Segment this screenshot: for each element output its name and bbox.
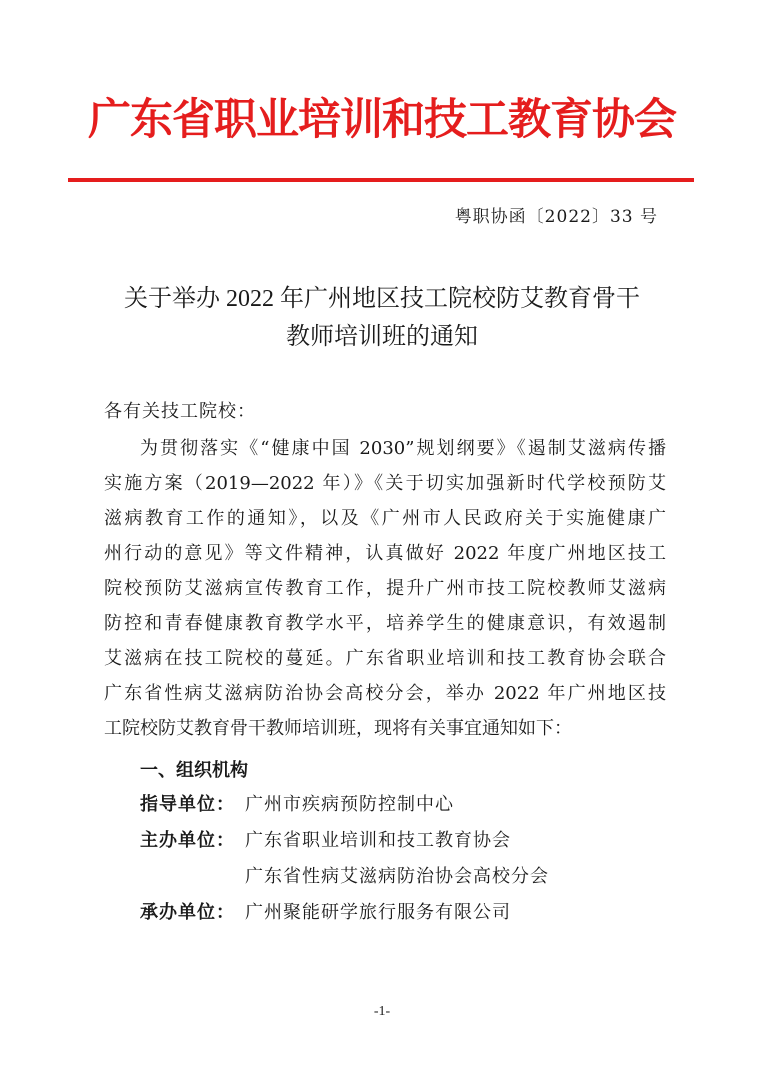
document-title — [100, 280, 664, 356]
host-unit-row — [140, 827, 511, 855]
guide-unit-value: 广州市疾病预防控制中心 — [245, 794, 454, 815]
organizer-unit-label: 承办单位： — [140, 902, 235, 923]
document-number: 粤职协函〔2022〕33 号 — [454, 207, 658, 227]
body-paragraph — [104, 431, 666, 746]
body-line: 院校预防艾滋病宣传教育工作，提升广州市技工院校教师艾滋病 — [104, 578, 666, 599]
letterhead-red-rule — [68, 178, 694, 182]
organizer-unit-row — [140, 899, 511, 927]
body-line: 州行动的意见》等文件精神，认真做好 2022 年度广州地区技工 — [104, 543, 666, 564]
body-line: 实施方案（2019—2022 年）》《关于切实加强新时代学校预防艾 — [104, 473, 666, 494]
host-unit-value-2: 广东省性病艾滋病防治协会高校分会 — [245, 866, 549, 887]
organizer-unit-value: 广州聚能研学旅行服务有限公司 — [245, 902, 511, 923]
guide-unit-row — [140, 791, 454, 819]
body-line: 防控和青春健康教育教学水平，培养学生的健康意识，有效遏制 — [104, 613, 666, 634]
body-line: 滋病教育工作的通知》，以及《广州市人民政府关于实施健康广 — [104, 508, 666, 529]
salutation: 各有关技工院校： — [104, 401, 256, 422]
document-title-line-1: 关于举办 2022 年广州地区技工院校防艾教育骨干 — [124, 286, 640, 312]
host-unit-label: 主办单位： — [140, 830, 235, 851]
body-line: 广东省性病艾滋病防治协会高校分会，举办 2022 年广州地区技 — [104, 683, 666, 704]
host-unit-row-2 — [245, 863, 549, 891]
host-unit-value-1: 广东省职业培训和技工教育协会 — [245, 830, 511, 851]
letterhead-org-name: 广东省职业培训和技工教育协会 — [88, 95, 676, 145]
guide-unit-label: 指导单位： — [140, 794, 235, 815]
document-title-line-2: 教师培训班的通知 — [286, 324, 478, 350]
page-number: -1- — [373, 1004, 391, 1019]
section-heading-organization: 一、组织机构 — [140, 760, 248, 781]
body-line: 艾滋病在技工院校的蔓延。广东省职业培训和技工教育协会联合 — [104, 648, 666, 669]
body-line: 为贯彻落实《“健康中国 2030”规划纲要》《遏制艾滋病传播 — [140, 438, 666, 459]
body-line: 工院校防艾教育骨干教师培训班，现将有关事宜通知如下： — [104, 718, 572, 739]
